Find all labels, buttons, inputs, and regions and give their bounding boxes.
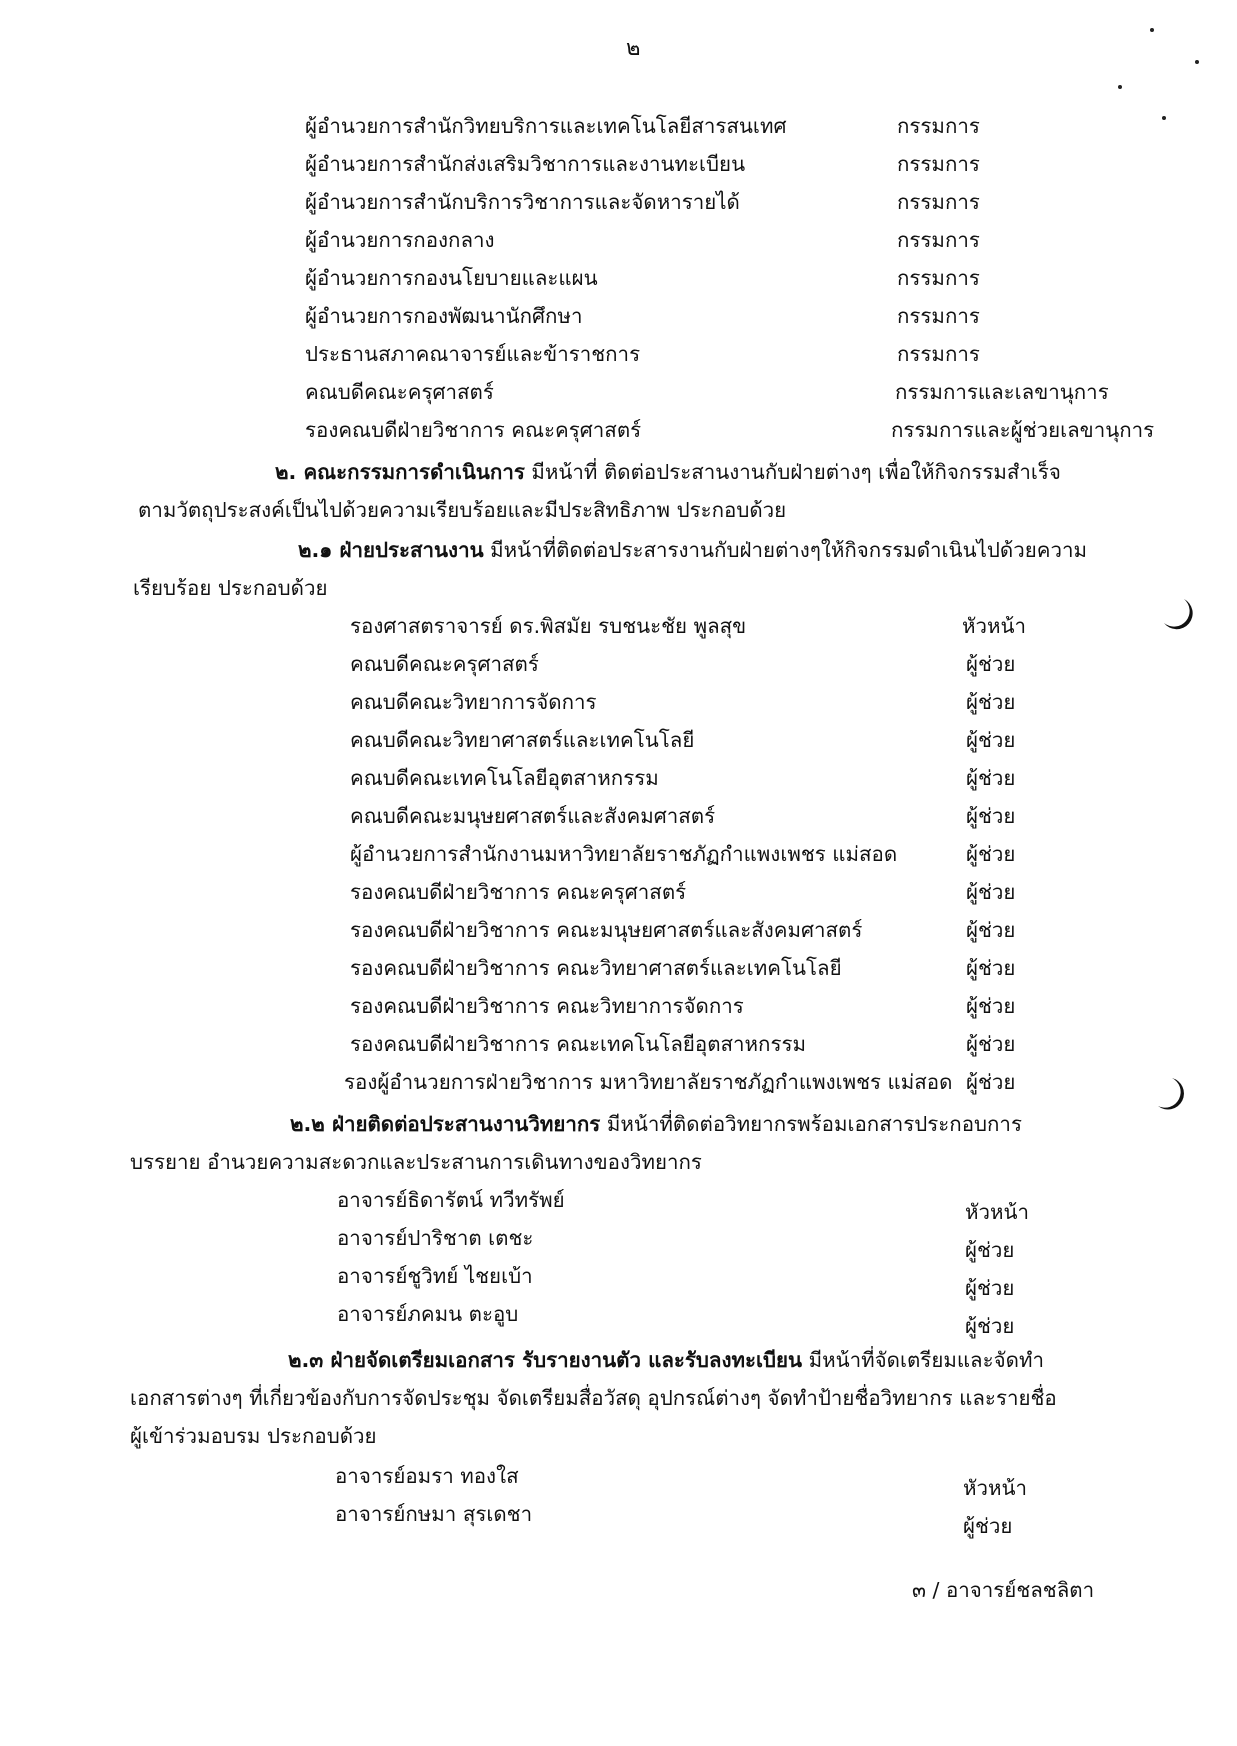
scan-speck (1195, 60, 1199, 64)
section-2-line-2: ตามวัตถุประสงค์เป็นไปด้วยความเรียบร้อยและมีประสิทธิภาพ ประกอบด้วย (138, 498, 787, 522)
member-role: หัวหน้า (963, 1476, 1028, 1500)
member-name: อาจารย์อมรา ทองใส (335, 1464, 519, 1488)
member-name: อาจารย์ภคมน ตะอูบ (337, 1302, 519, 1326)
member-role: กรรมการ (897, 228, 980, 252)
section-2-2-heading: ๒.๒ ฝ่ายติดต่อประสานงานวิทยากร (290, 1112, 601, 1136)
member-role: กรรมการ (897, 342, 980, 366)
member-role: ผู้ช่วย (966, 880, 1016, 904)
section-2-text: มีหน้าที่ ติดต่อประสานงานกับฝ่ายต่างๆ เพื่อให้กิจกรรมสำเร็จ (524, 460, 1061, 484)
member-name: รองคณบดีฝ่ายวิชาการ คณะเทคโนโลยีอุตสาหกรรม (350, 1032, 807, 1056)
member-name: คณบดีคณะวิทยาศาสตร์และเทคโนโลยี (350, 728, 695, 752)
scan-speck (1162, 116, 1166, 120)
list-item (350, 914, 1070, 948)
member-name: ผู้อำนวยการกองพัฒนานักศึกษา (305, 304, 583, 328)
section-2-1-line-1 (298, 534, 1087, 567)
member-role: กรรมการ (897, 266, 980, 290)
scan-speck (1150, 28, 1154, 32)
list-item (305, 338, 1005, 372)
section-2-line-1 (275, 456, 1061, 489)
section-2-3-line-2: เอกสารต่างๆ ที่เกี่ยวข้องกับการจัดประชุม จัดเตรียมสื่อวัสดุ อุปกรณ์ต่างๆ จัดทำป้ายชื่อวิทยากร และรายชื่อ (130, 1386, 1057, 1410)
member-name: ผู้อำนวยการกองกลาง (305, 228, 495, 252)
section-2-3-heading: ๒.๓ ฝ่ายจัดเตรียมเอกสาร รับรายงานตัว และรับลงทะเบียน (288, 1348, 803, 1372)
member-name: คณบดีคณะครุศาสตร์ (305, 380, 494, 404)
list-item (350, 1028, 1070, 1062)
member-role: ผู้ช่วย (966, 690, 1016, 714)
member-role: กรรมการและผู้ช่วยเลขานุการ (891, 418, 1155, 442)
member-role: กรรมการ (897, 114, 980, 138)
list-item (335, 1460, 1055, 1500)
crescent-moon-icon (1150, 1074, 1190, 1114)
member-name: อาจารย์ปาริชาต เตชะ (337, 1226, 534, 1250)
member-name: รองศาสตราจารย์ ดร.พิสมัย รบชนะชัย พูลสุข (350, 614, 747, 638)
member-name: รองคณบดีฝ่ายวิชาการ คณะครุศาสตร์ (350, 880, 687, 904)
section-2-1-text: มีหน้าที่ติดต่อประสารงานกับฝ่ายต่างๆให้กิจกรรมดำเนินไปด้วยความ (483, 538, 1087, 562)
list-item (305, 262, 1005, 296)
member-name: อาจารย์ชูวิทย์ ไชยเบ้า (337, 1264, 533, 1288)
member-role: ผู้ช่วย (966, 652, 1016, 676)
scan-speck (1118, 85, 1122, 89)
section-2-3-text: มีหน้าที่จัดเตรียมและจัดทำ (802, 1348, 1044, 1372)
list-item (337, 1298, 1057, 1338)
section-2-3-line-3: ผู้เข้าร่วมอบรม ประกอบด้วย (130, 1424, 377, 1448)
list-item (344, 1066, 1074, 1100)
list-item (337, 1184, 1057, 1224)
member-name: รองคณบดีฝ่ายวิชาการ คณะวิทยาการจัดการ (350, 994, 744, 1018)
member-name: รองผู้อำนวยการฝ่ายวิชาการ มหาวิทยาลัยราชภัฏกำแพงเพชร แม่สอด (344, 1070, 953, 1094)
list-item (305, 376, 1165, 410)
member-name: ผู้อำนวยการสำนักงานมหาวิทยาลัยราชภัฏกำแพงเพชร แม่สอด (350, 842, 898, 866)
list-item (350, 762, 1070, 796)
member-role: ผู้ช่วย (966, 728, 1016, 752)
member-role: ผู้ช่วย (966, 956, 1016, 980)
member-role: กรรมการ (897, 304, 980, 328)
member-name: รองคณบดีฝ่ายวิชาการ คณะมนุษยศาสตร์และสังคมศาสตร์ (350, 918, 863, 942)
member-name: ผู้อำนวยการสำนักบริการวิชาการและจัดหารายได้ (305, 190, 740, 214)
list-item (350, 610, 1070, 644)
member-name: คณบดีคณะเทคโนโลยีอุตสาหกรรม (350, 766, 659, 790)
member-role: ผู้ช่วย (965, 1276, 1015, 1300)
crescent-moon-icon (1158, 595, 1198, 635)
member-name: คณบดีคณะครุศาสตร์ (350, 652, 539, 676)
member-role: ผู้ช่วย (966, 1070, 1016, 1094)
list-item (350, 876, 1070, 910)
section-2-2-line-2: บรรยาย อำนวยความสะดวกและประสานการเดินทางของวิทยากร (130, 1150, 702, 1174)
member-role: กรรมการและเลขานุการ (895, 380, 1109, 404)
list-item (350, 990, 1070, 1024)
list-item (305, 186, 1005, 220)
list-item (305, 300, 1005, 334)
section-2-2-line-1 (290, 1108, 1022, 1141)
section-2-3-line-1 (288, 1344, 1044, 1377)
member-name: ผู้อำนวยการสำนักส่งเสริมวิชาการและงานทะเบียน (305, 152, 746, 176)
list-item (350, 952, 1070, 986)
member-role: หัวหน้า (962, 614, 1027, 638)
member-role: หัวหน้า (965, 1200, 1030, 1224)
member-name: อาจารย์กษมา สุรเดชา (335, 1502, 533, 1526)
section-2-heading: ๒. คณะกรรมการดำเนินการ (275, 460, 525, 484)
member-role: ผู้ช่วย (966, 994, 1016, 1018)
section-2-1-heading: ๒.๑ ฝ่ายประสานงาน (298, 538, 484, 562)
member-role: ผู้ช่วย (966, 766, 1016, 790)
member-role: ผู้ช่วย (965, 1238, 1015, 1262)
member-name: ประธานสภาคณาจารย์และข้าราชการ (305, 342, 641, 366)
section-2-1-line-2: เรียบร้อย ประกอบด้วย (133, 576, 328, 600)
member-name: คณบดีคณะมนุษยศาสตร์และสังคมศาสตร์ (350, 804, 716, 828)
member-name: ผู้อำนวยการสำนักวิทยบริการและเทคโนโลยีสารสนเทศ (305, 114, 787, 138)
page-footer: ๓ / อาจารย์ชลชลิตา (912, 1578, 1095, 1602)
member-role: ผู้ช่วย (966, 804, 1016, 828)
member-role: ผู้ช่วย (963, 1514, 1013, 1538)
section-2-2-text: มีหน้าที่ติดต่อวิทยากรพร้อมเอกสารประกอบการ (600, 1112, 1022, 1136)
list-item (350, 648, 1070, 682)
member-name: รองคณบดีฝ่ายวิชาการ คณะครุศาสตร์ (305, 418, 642, 442)
list-item (305, 110, 1005, 144)
list-item (305, 414, 1165, 448)
list-item (335, 1498, 1055, 1538)
list-item (350, 724, 1070, 758)
list-item (337, 1260, 1057, 1300)
list-item (305, 148, 1005, 182)
member-role: ผู้ช่วย (965, 1314, 1015, 1338)
member-name: อาจารย์ธิดารัตน์ ทวีทรัพย์ (337, 1188, 565, 1212)
list-item (350, 800, 1070, 834)
member-role: กรรมการ (897, 190, 980, 214)
member-name: คณบดีคณะวิทยาการจัดการ (350, 690, 597, 714)
list-item (305, 224, 1005, 258)
member-role: ผู้ช่วย (966, 842, 1016, 866)
page-number: ๒ (626, 36, 641, 61)
member-role: กรรมการ (897, 152, 980, 176)
member-role: ผู้ช่วย (966, 1032, 1016, 1056)
list-item (350, 838, 1070, 872)
list-item (337, 1222, 1057, 1262)
member-name: รองคณบดีฝ่ายวิชาการ คณะวิทยาศาสตร์และเทคโนโลยี (350, 956, 842, 980)
member-name: ผู้อำนวยการกองนโยบายและแผน (305, 266, 598, 290)
list-item (350, 686, 1070, 720)
member-role: ผู้ช่วย (966, 918, 1016, 942)
